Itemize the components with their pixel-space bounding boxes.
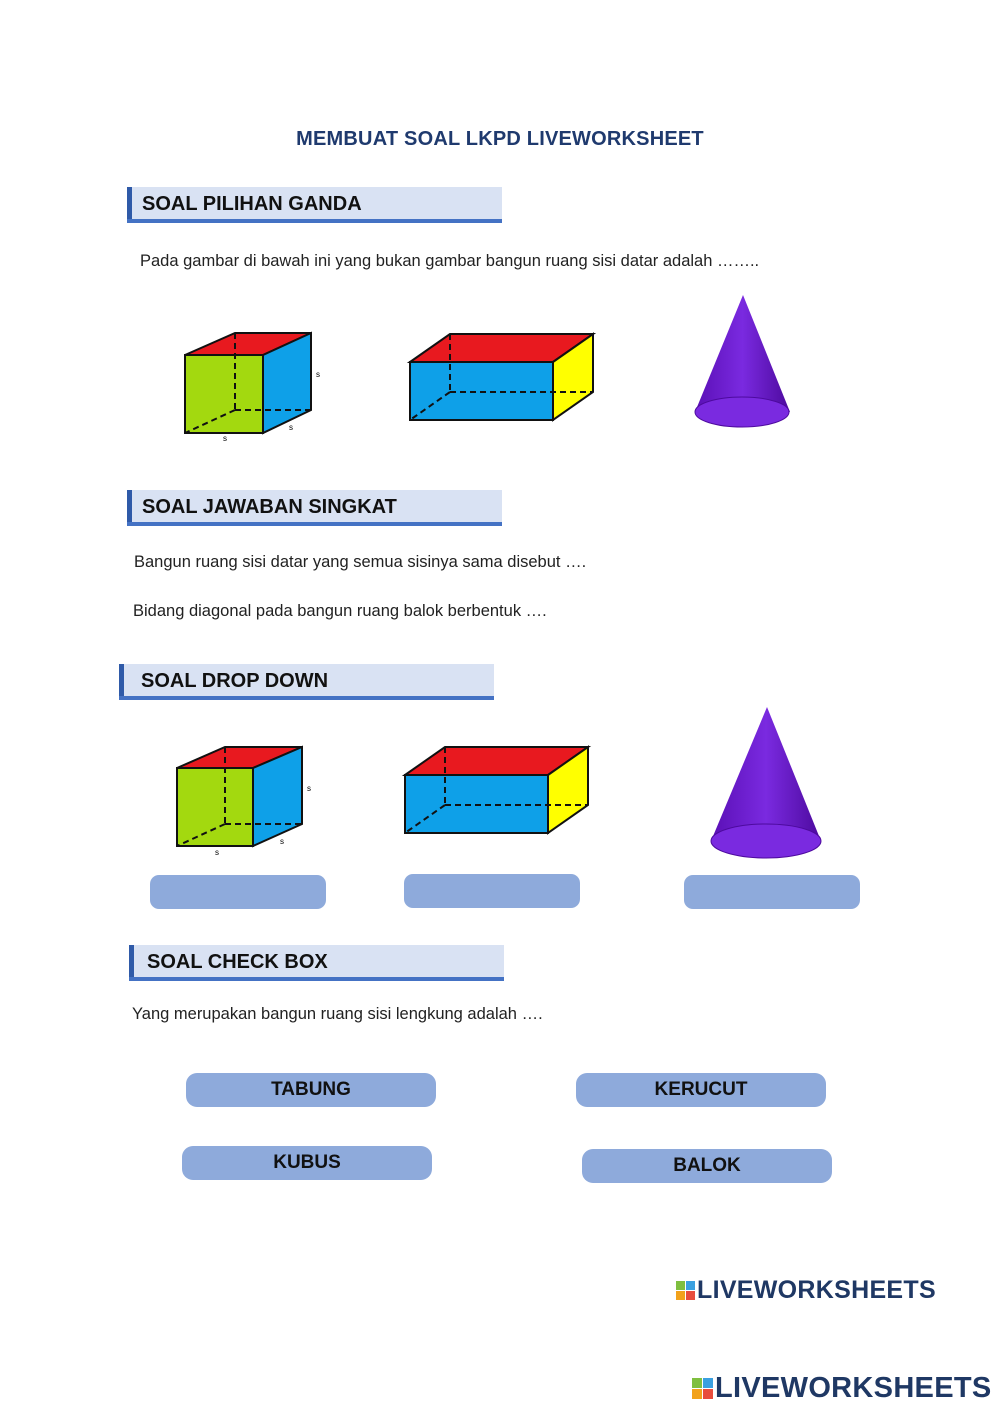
section-title: SOAL DROP DOWN	[141, 670, 329, 692]
cuboid-image	[400, 743, 595, 838]
logo-text: LIVEWORKSHEETS	[715, 1372, 992, 1404]
section-title: SOAL PILIHAN GANDA	[142, 193, 362, 215]
cube-image	[172, 744, 322, 859]
logo-text: LIVEWORKSHEETS	[697, 1276, 936, 1304]
cube-edge-label: s	[215, 848, 219, 857]
question-jawaban-singkat-1: Bangun ruang sisi datar yang semua sisinya sama disebut ….	[134, 553, 587, 571]
cube-edge-label: s	[280, 837, 284, 846]
cube-edge-label: s	[289, 423, 293, 432]
section-header-check-box	[129, 945, 504, 977]
checkbox-option-balok[interactable]: BALOK	[582, 1149, 832, 1183]
worksheet-title: MEMBUAT SOAL LKPD LIVEWORKSHEET	[296, 128, 704, 150]
question-pilihan-ganda: Pada gambar di bawah ini yang bukan gambar bangun ruang sisi datar adalah ……..	[140, 252, 760, 270]
section-title: SOAL CHECK BOX	[147, 951, 328, 973]
section-title: SOAL JAWABAN SINGKAT	[142, 496, 397, 518]
section-header-pilihan-ganda	[127, 187, 502, 219]
cube-image[interactable]	[180, 330, 330, 445]
section-header-drop-down	[119, 664, 494, 696]
dropdown-answer-cone[interactable]	[684, 875, 860, 909]
cube-edge-label: s	[316, 370, 320, 379]
dropdown-answer-cuboid[interactable]	[404, 874, 580, 908]
dropdown-answer-cube[interactable]	[150, 875, 326, 909]
liveworksheets-mark-icon	[676, 1281, 695, 1300]
cone-image[interactable]	[690, 292, 795, 432]
cuboid-image[interactable]	[405, 330, 600, 425]
question-check-box: Yang merupakan bangun ruang sisi lengkung adalah ….	[132, 1005, 543, 1023]
liveworksheets-footer-logo	[692, 1372, 992, 1405]
question-jawaban-singkat-2: Bidang diagonal pada bangun ruang balok berbentuk ….	[133, 602, 547, 620]
checkbox-option-kubus[interactable]: KUBUS	[182, 1146, 432, 1180]
cube-edge-label: s	[307, 784, 311, 793]
liveworksheets-logo	[676, 1276, 936, 1305]
cone-image	[706, 704, 826, 862]
section-header-jawaban-singkat	[127, 490, 502, 522]
liveworksheets-mark-icon	[692, 1378, 713, 1399]
cube-edge-label: s	[223, 434, 227, 443]
checkbox-option-kerucut[interactable]: KERUCUT	[576, 1073, 826, 1107]
checkbox-option-tabung[interactable]: TABUNG	[186, 1073, 436, 1107]
